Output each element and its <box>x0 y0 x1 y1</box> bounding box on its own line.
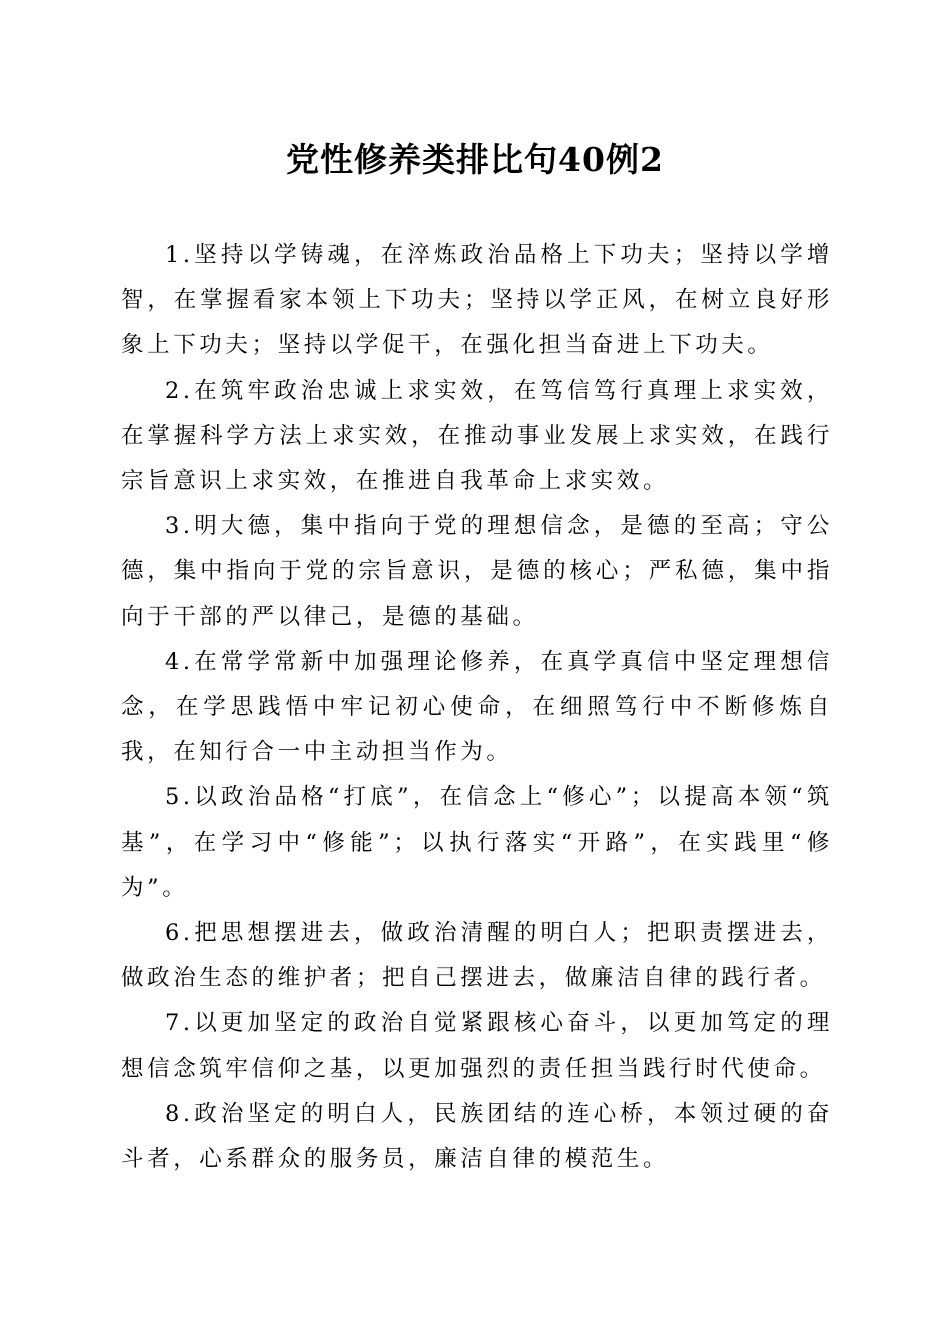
paragraph-5: 5.以政治品格“打底”，在信念上“修心”；以提高本领“筑基”，在学习中“修能”；以执行落实“开路”，在实践里“修为”。 <box>121 784 833 901</box>
document-title: 党性修养类排比句40例2 <box>286 140 664 179</box>
paragraph-7: 7.以更加坚定的政治自觉紧跟核心奋斗，以更加笃定的理想信念筑牢信仰之基，以更加强烈的责任担当践行时代使命。 <box>121 1010 833 1082</box>
paragraph-4: 4.在常学常新中加强理论修养，在真学真信中坚定理想信念，在学思践悟中牢记初心使命，在细照笃行中不断修炼自我，在知行合一中主动担当作为。 <box>121 648 833 766</box>
paragraph-6: 6.把思想摆进去，做政治清醒的明白人；把职责摆进去，做政治生态的维护者；把自己摆进去，做廉洁自律的践行者。 <box>121 920 833 992</box>
paragraph-8: 8.政治坚定的明白人，民族团结的连心桥，本领过硬的奋斗者，心系群众的服务员，廉洁自律的模范生。 <box>121 1100 833 1173</box>
paragraph-1: 1.坚持以学铸魂，在淬炼政治品格上下功夫；坚持以学增智，在掌握看家本领上下功夫；坚持以学正风，在树立良好形象上下功夫；坚持以学促干，在强化担当奋进上下功夫。 <box>121 242 833 359</box>
paragraph-3: 3.明大德，集中指向于党的理想信念，是德的至高；守公德，集中指向于党的宗旨意识，是德的核心；严私德，集中指向于干部的严以律己，是德的基础。 <box>121 513 833 630</box>
document-body <box>121 233 833 1182</box>
paragraph-2: 2.在筑牢政治忠诚上求实效，在笃信笃行真理上求实效，在掌握科学方法上求实效，在推动事业发展上求实效，在践行宗旨意识上求实效，在推进自我革命上求实效。 <box>121 377 833 495</box>
